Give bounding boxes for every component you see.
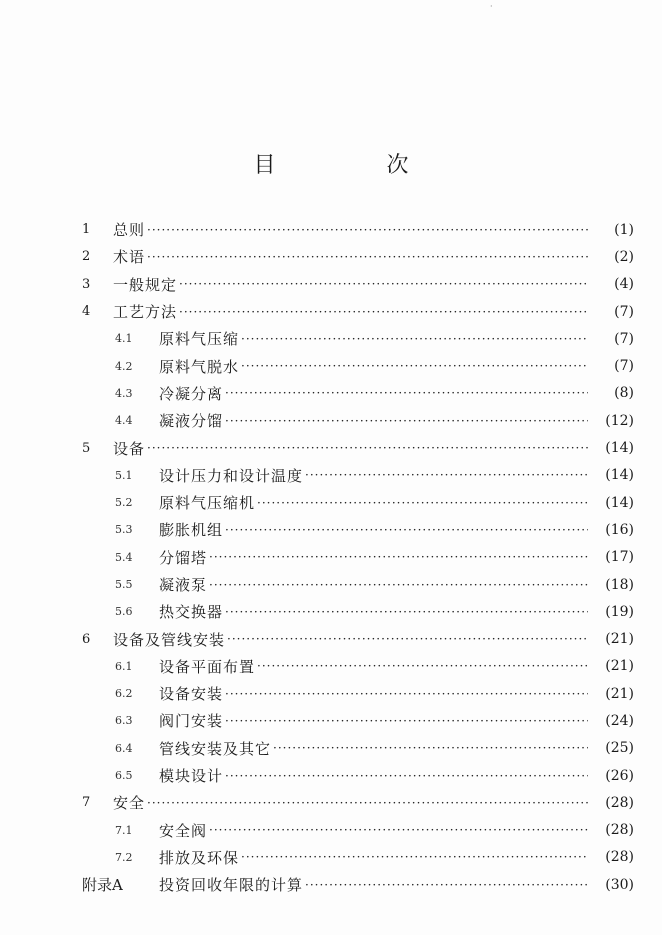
toc-entry-title: 排放及环保 [159, 848, 240, 867]
toc-entry-page: (16) [605, 521, 634, 538]
toc-entry-title: 总则 [113, 221, 146, 240]
toc-entry-page: (17) [605, 549, 634, 566]
toc-entry[interactable] [82, 598, 634, 625]
toc-entry-title: 阀门安装 [159, 712, 224, 731]
leader-dots [257, 496, 588, 510]
toc-entry-number: 6.1 [115, 659, 133, 673]
toc-entry-page: (26) [605, 767, 634, 784]
toc-entry-number: 5.1 [115, 468, 133, 482]
toc-entry[interactable] [82, 817, 634, 844]
toc-entry-title: 设备 [113, 439, 146, 458]
toc-entry-number: 附录A [82, 876, 123, 895]
toc-entry-number: 5 [82, 440, 91, 456]
leader-dots [179, 277, 588, 291]
leader-dots [225, 414, 588, 428]
toc-entry-number: 2 [82, 249, 91, 265]
toc-entry-number: 6.4 [115, 741, 133, 755]
toc-entry-title: 投资回收年限的计算 [159, 876, 304, 895]
toc-entry-number: 7 [82, 795, 91, 811]
toc-entry[interactable] [82, 735, 634, 762]
toc-entry[interactable] [82, 243, 634, 270]
leader-dots [225, 769, 588, 783]
toc-entry[interactable] [82, 489, 634, 516]
toc-entry[interactable] [82, 325, 634, 352]
toc-entry-page: (12) [605, 412, 634, 429]
toc-entry-page: (14) [605, 440, 634, 457]
toc-entry[interactable] [82, 434, 634, 461]
leader-dots [227, 632, 588, 646]
toc-entry-number: 6.5 [115, 769, 133, 783]
toc-entry-title: 设备安装 [159, 685, 224, 704]
toc-entry-title: 工艺方法 [113, 303, 178, 322]
toc-entry[interactable] [82, 871, 634, 898]
toc-entry-number: 1 [82, 222, 91, 238]
toc-entry-title: 分馏塔 [159, 548, 208, 567]
toc-entry-title: 膨胀机组 [159, 521, 224, 540]
toc-entry-title: 安全 [113, 794, 146, 813]
leader-dots [305, 878, 588, 892]
leader-dots [241, 332, 588, 346]
toc-entry[interactable] [82, 707, 634, 734]
toc-entry-title: 原料气压缩 [159, 330, 240, 349]
toc-entry[interactable] [82, 571, 634, 598]
toc-entry-page: (19) [605, 603, 634, 620]
leader-dots [225, 605, 588, 619]
table-of-contents [82, 216, 634, 898]
toc-entry-number: 5.4 [115, 550, 133, 564]
leader-dots [209, 578, 588, 592]
leader-dots [241, 850, 588, 864]
toc-entry-page: (14) [605, 467, 634, 484]
leader-dots [225, 687, 588, 701]
toc-entry-page: (7) [614, 330, 634, 347]
toc-entry-number: 3 [82, 276, 91, 292]
toc-entry-number: 4 [82, 304, 91, 320]
toc-entry[interactable] [82, 844, 634, 871]
leader-dots [147, 441, 588, 455]
leader-dots [241, 359, 588, 373]
toc-entry-page: (7) [614, 303, 634, 320]
toc-entry-number: 7.2 [115, 850, 133, 864]
toc-entry-title: 术语 [113, 248, 146, 267]
toc-entry-page: (14) [605, 494, 634, 511]
toc-entry-number: 6 [82, 631, 91, 647]
toc-entry-title: 冷凝分离 [159, 384, 224, 403]
toc-entry-page: (18) [605, 576, 634, 593]
toc-entry-page: (24) [605, 712, 634, 729]
leader-dots [209, 550, 588, 564]
toc-entry-page: (21) [605, 631, 634, 648]
toc-entry-page: (30) [605, 876, 634, 893]
toc-entry[interactable] [82, 653, 634, 680]
toc-entry-number: 5.3 [115, 523, 133, 537]
leader-dots [273, 741, 588, 755]
toc-entry-title: 热交换器 [159, 603, 224, 622]
toc-entry[interactable] [82, 462, 634, 489]
toc-entry[interactable] [82, 216, 634, 243]
leader-dots [305, 468, 588, 482]
toc-entry[interactable] [82, 625, 634, 652]
toc-entry-number: 4.3 [115, 386, 133, 400]
toc-entry-number: 5.2 [115, 496, 133, 510]
leader-dots [225, 386, 588, 400]
toc-entry-title: 设备平面布置 [159, 657, 256, 676]
toc-entry[interactable] [82, 762, 634, 789]
leader-dots [147, 796, 588, 810]
toc-entry-page: (1) [614, 221, 634, 238]
toc-entry-page: (28) [605, 849, 634, 866]
toc-entry-page: (28) [605, 822, 634, 839]
toc-entry-title: 设备及管线安装 [113, 630, 226, 649]
toc-entry[interactable] [82, 544, 634, 571]
toc-entry-page: (21) [605, 658, 634, 675]
toc-entry-number: 4.4 [115, 414, 133, 428]
toc-entry-number: 4.1 [115, 332, 133, 346]
page-title: 目 次 [253, 153, 461, 178]
toc-entry-page: (7) [614, 358, 634, 375]
toc-entry[interactable] [82, 352, 634, 379]
toc-entry-number: 4.2 [115, 359, 133, 373]
toc-entry[interactable] [82, 789, 634, 816]
leader-dots [147, 250, 588, 264]
toc-entry[interactable] [82, 516, 634, 543]
toc-entry-title: 管线安装及其它 [159, 739, 272, 758]
toc-entry-title: 安全阀 [159, 821, 208, 840]
toc-entry-title: 原料气压缩机 [159, 494, 256, 513]
toc-entry-title: 凝液泵 [159, 576, 208, 594]
toc-entry-title: 模块设计 [159, 767, 224, 786]
toc-entry-title: 一般规定 [113, 275, 178, 294]
toc-entry-page: (8) [614, 385, 634, 402]
leader-dots [179, 305, 588, 319]
toc-entry-number: 5.6 [115, 605, 133, 619]
toc-entry-page: (21) [605, 685, 634, 702]
toc-entry-title: 原料气脱水 [159, 357, 240, 376]
leader-dots [209, 823, 588, 837]
leader-dots [257, 659, 588, 673]
leader-dots [225, 714, 588, 728]
toc-entry-title: 设计压力和设计温度 [159, 466, 304, 485]
toc-entry-number: 5.5 [115, 578, 133, 591]
toc-entry-page: (4) [614, 276, 634, 293]
toc-entry-page: (25) [605, 740, 634, 757]
toc-entry-number: 6.3 [115, 714, 133, 728]
toc-entry[interactable] [82, 271, 634, 298]
stray-mark: · [490, 2, 493, 11]
toc-entry[interactable] [82, 380, 634, 407]
toc-entry-page: (2) [614, 248, 634, 265]
toc-entry-page: (28) [605, 794, 634, 811]
leader-dots [225, 523, 588, 537]
toc-entry[interactable] [82, 407, 634, 434]
toc-entry[interactable] [82, 298, 634, 325]
toc-entry[interactable] [82, 680, 634, 707]
toc-entry-number: 6.2 [115, 687, 133, 701]
toc-entry-title: 凝液分馏 [159, 412, 224, 431]
leader-dots [147, 223, 588, 237]
toc-entry-number: 7.1 [115, 823, 133, 837]
